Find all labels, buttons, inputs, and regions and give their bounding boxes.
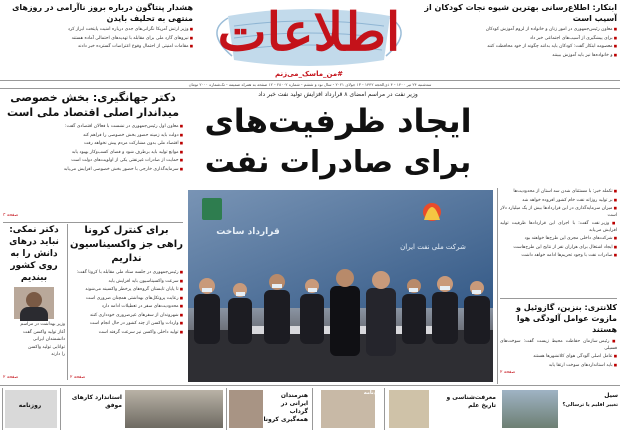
side-box (3, 224, 65, 380)
text-line: ■ واردات واکسن از چند کشور در حال انجام است (70, 320, 183, 328)
book-photo (389, 390, 429, 428)
text-line: ■ و خانواده‌ها نیز باید آموزش ببینند (424, 52, 617, 60)
bottom-item-caption: معرفت‌شناسی و تاریخ علم (446, 394, 496, 409)
top-left-body (3, 26, 193, 51)
bottom-item[interactable] (502, 388, 618, 430)
text-line: ■ اقتصاد ملی بدون مشارکت مردم پیش نخواهد رفت (3, 140, 183, 148)
text-line: ■ وزیر نفت گفت: با اجرای این قراردادها ظرفیت تولید افزایش می‌یابد (500, 220, 617, 234)
text-line: ■ رعایت پروتکل‌های بهداشتی همچنان ضروری است (70, 295, 183, 303)
text-line: آغاز تولید واکسن گفت (23, 329, 65, 335)
text-line: دانشمندان ایرانی (32, 337, 65, 342)
newspaper-logo: اطلاعات (217, 2, 401, 63)
text-line: ■ باید استانداردهای سوخت ارتقا یابد (500, 362, 617, 370)
slogan: #من_ماسک_می‌زنم (274, 70, 344, 78)
text-line: ■ محدودیت‌های سفر در تعطیلات ادامه دارد (70, 303, 183, 311)
column-rule (497, 188, 498, 384)
text-line: ■ معصومه ابتکار گفت: کودکان باید بدانند چگونه از خود محافظت کنند (424, 43, 617, 51)
text-line: ■ صادرات نفت با وجود تحریم‌ها ادامه خواهد داشت (500, 252, 617, 260)
main-photo (188, 190, 493, 382)
bottom-item[interactable] (226, 388, 310, 430)
right-column (500, 188, 617, 384)
text-line: ■ نیروهای گارد ملی برای مقابله با تهدیدهای احتمالی آماده هستند (3, 35, 193, 43)
bottom-item[interactable] (60, 388, 224, 430)
bottom-item-sub: تغییر اقلیم یا ترسالی؟ (562, 402, 618, 408)
kicker: وزیر نفت در مراسم امضای ۸ قرارداد افزایش تولید نفت خبر داد (258, 91, 418, 98)
bottom-rule (0, 385, 620, 386)
text-line: ■ بر تولید روزانه نفت خام کشور افزوده خواهد شد (500, 197, 617, 205)
left-story-headline: دکتر جهانگیری: بخش خصوصی میداندار اصلی اقتصاد ملی است (6, 91, 180, 119)
ceremony-scene (188, 190, 493, 382)
text-line: ■ رئیس‌جمهوری در جلسه ستاد ملی مقابله با کرونا گفت: (70, 269, 183, 277)
dateline (0, 80, 620, 89)
left-story-body (3, 123, 183, 173)
text-line: ■ معاون اول رئیس‌جمهوری در نشست با فعالان اقتصادی گفت: (3, 123, 183, 131)
text-line: ■ تا پایان تابستان گروه‌های پرخطر واکسینه می‌شوند (70, 286, 183, 294)
text-line: ■ شهروندان از سفرهای غیرضروری خودداری کنند (70, 312, 183, 320)
top-left-story (3, 2, 193, 78)
page-reference[interactable]: صفحه ۳ (3, 213, 19, 218)
corona-body (70, 269, 183, 336)
meeting-photo (125, 390, 223, 428)
text-line: ■ سرعت واکسیناسیون باید افزایش یابد (70, 278, 183, 286)
text-line: ■ برای پیشگیری از آسیب‌های اجتماعی خبر داد (424, 35, 617, 43)
text-line: ■ معاون رئیس‌جمهوری در امور زنان و خانواده از لزوم آموزش کودکان (424, 26, 617, 34)
corona-box (70, 224, 183, 380)
column-rule (3, 222, 183, 223)
text-line: توانایی تولید واکسن (28, 344, 65, 350)
page-reference[interactable]: صفحه ۲ (3, 375, 19, 380)
text-line: را دارند (51, 352, 65, 357)
text-line: ■ میزان سرمایه‌گذاری در این قراردادها بیش از یک میلیارد دلار است (500, 205, 617, 219)
text-line: ■ موانع تولید باید برطرف شود و فضای کسب‌وکار بهبود یابد (3, 149, 183, 157)
text-line: ■ دولت باید زمینه حضور بخش خصوصی را فراهم کند (3, 132, 183, 140)
artist-photo (229, 390, 263, 428)
bottom-item-caption: استاندارد کارهای موفق (71, 394, 122, 409)
text-line: ■ شرکت‌های داخلی مجری این طرح‌ها خواهند بود (500, 235, 617, 243)
side-box-headline: دکتر نمکی: نباید درهای دانش را به روی کشور ببندیم (9, 225, 59, 283)
right-column-body (500, 188, 617, 260)
right-story-headline: کلانتری: بنزین، گازوئیل و مازوت عوامل آلودگی هوا هستند (516, 303, 617, 334)
text-line: ■ مقامات امنیتی از احتمال وقوع اعتراضات گسترده خبر دادند (3, 43, 193, 51)
top-left-headline: هشدار پنتاگون درباره بروز ناآرامی در روزهای منتهی به تحلیف بایدن (12, 3, 193, 23)
top-right-story (424, 2, 617, 78)
corona-headline: برای کنترل کرونا راهی جز واکسیناسیون نداریم (70, 225, 183, 264)
bottom-item-caption: سیل (604, 392, 618, 399)
bottom-item[interactable] (2, 388, 58, 430)
text-line: ■ ایجاد اشتغال برای هزاران نفر از نتایج این طرح‌هاست (500, 244, 617, 252)
page-reference[interactable]: صفحه ۲ (70, 375, 86, 380)
text-line: ■ وزیر ارتش آمریکا نگرانی‌های جدی درباره امنیت پایتخت ابراز کرد (3, 26, 193, 34)
top-right-body (424, 26, 617, 59)
text-line: ■ رئیس سازمان حفاظت محیط زیست گفت: سوخت‌های فسیلی (500, 338, 617, 352)
text-line: ■ عامل اصلی آلودگی هوای کلانشهرها هستند (500, 353, 617, 361)
flood-photo (502, 390, 558, 428)
left-story (3, 90, 183, 220)
bottom-item-caption: یادنامه (363, 390, 380, 396)
photo-banner-line2: شرکت ملی نفت ایران (400, 243, 466, 251)
main-headline-line1: ایجاد ظرفیت‌های (204, 102, 472, 140)
bottom-item-caption: روزنامه (18, 402, 42, 409)
main-headline-line2: برای صادرات نفت (204, 145, 472, 180)
page-reference[interactable]: صفحه ۲ (500, 370, 516, 375)
side-box-body (3, 322, 65, 359)
bottom-item[interactable] (312, 388, 382, 430)
text-line: ■ تولید داخلی واکسن نیز سرعت گرفته است (70, 329, 183, 337)
text-line: ■ تکمله خبر: با مستثنای شدن سه استان از محدودیت‌ها (500, 188, 617, 196)
bottom-item[interactable] (384, 388, 498, 430)
dateline-text: سه‌شنبه ۲۴ تیر ۱۴۰۰ - ۴ ذی‌الحجه ۱۴۴۲ - ۱۳ جولای ۲۰۲۱ - سال نود و ششم - شماره ۲۸۰۰۲ - ۱۲ صفحه به همراه ضمیمه - تک‌شماره ۲۰۰۰ تومان (188, 82, 432, 87)
masthead (198, 2, 420, 90)
portrait-photo (14, 287, 54, 319)
text-line: ■ سرمایه‌گذاری خارجی با حضور بخش خصوصی افزایش می‌یابد (3, 166, 183, 174)
text-line: وزیر بهداشت در مراسم (20, 322, 65, 327)
column-rule (67, 224, 68, 380)
bottom-item-caption: هنرمندان ایرانی در گرداب همه‌گیری کرونا (263, 392, 308, 423)
photo-banner-line1: قرارداد ساخت (216, 227, 280, 237)
right-story-body (500, 338, 617, 370)
top-right-headline: ابتکار: اطلاع‌رسانی بهترین شیوه نجات کودکان از آسیب است (424, 3, 617, 23)
text-line: ■ حمایت از صادرات غیرنفتی یکی از اولویت‌های دولت است (3, 157, 183, 165)
